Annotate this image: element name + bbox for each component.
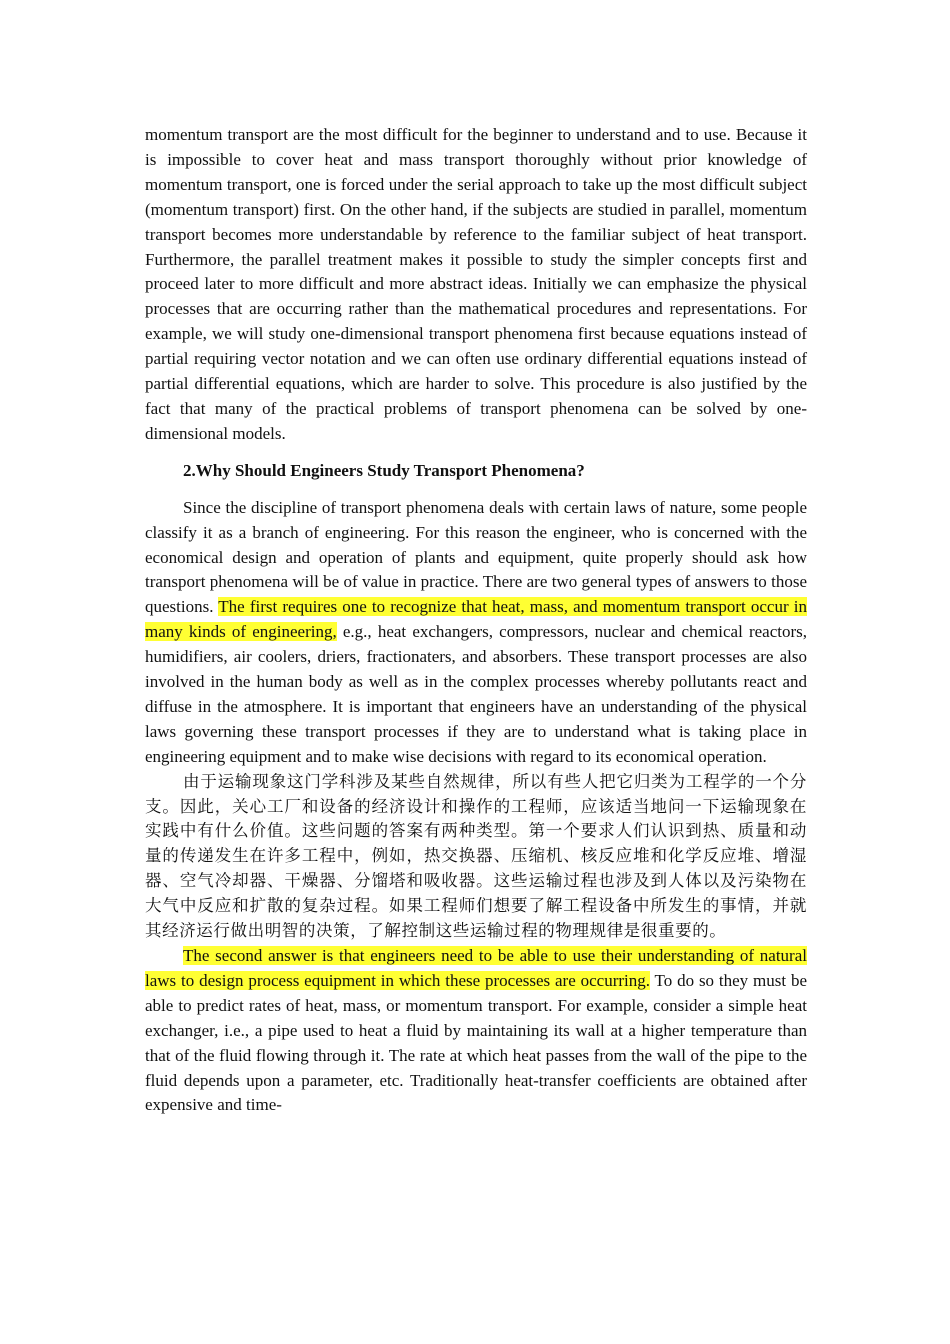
paragraph-why-engineers (145, 496, 807, 770)
chinese-translation-paragraph: 由于运输现象这门学科涉及某些自然规律，所以有些人把它归类为工程学的一个分支。因此，关心工厂和设备的经济设计和操作的工程师，应该适当地问一下运输现象在实践中有什么价值。这些问题的答案有两种类型。第一个要求人们认识到热、质量和动量的传递发生在许多工程中，例如，热交换器、压缩机、核反应堆和化学反应堆、增湿器、空气冷却器、干燥器、分馏塔和吸收器。这些运输过程也涉及到人体以及污染物在大气中反应和扩散的复杂过程。如果工程师们想要了解工程设备中所发生的事情，并就其经济运行做出明智的决策，了解控制这些运输过程的物理规律是很重要的。 (145, 771, 807, 941)
paragraph-text-after-second-highlight: To do so they must be able to predict rates of heat, mass, or momentum transport. For example, consider a simple heat exchanger, i.e., a pipe used to heat a fluid by maintaining its wall at a higher temperature than that of the fluid flowing through it. The rate at which heat passes from the wall of the pipe to the fluid depends upon a parameter, etc. Traditionally heat-transfer coefficients are obtained after expensive and time- (145, 970, 807, 1115)
paragraph-second-answer (145, 944, 807, 1118)
highlighted-first-answer: The first requires one to recognize that heat, mass, and momentum transport occur in many kinds of engineering, (145, 597, 807, 642)
paragraph-text-after-highlight: e.g., heat exchangers, compressors, nuclear and chemical reactors, humidifiers, air coolers, driers, fractionaters, and absorbers. These transport processes are also involved in the human body as well as in the complex processes whereby pollutants react and diffuse in the atmosphere. It is important that engineers have an understanding of the physical laws governing these transport processes if they are to understand what is taking place in engineering equipment and to make wise decisions with regard to its economical operation. (145, 622, 807, 766)
paragraph-serial-vs-parallel: momentum transport are the most difficult for the beginner to understand and to use. Because it is impossible to cover heat and mass transport thoroughly without prior knowledge of momentum transport, one is forced under the serial approach to take up the most difficult subject (momentum transport) first. On the other hand, if the subjects are studied in parallel, momentum transport becomes more understandable by reference to the familiar subject of heat transport. Furthermore, the parallel treatment makes it possible to study the simpler concepts first and proceed later to more difficult and more abstract ideas. Initially we can emphasize the physical processes that are occurring rather than the mathematical procedures and representations. For example, we will study one-dimensional transport phenomena first because equations instead of partial requiring vector notation and we can often use ordinary differential equations instead of partial differential equations, which are harder to solve. This procedure is also justified by the fact that many of the practical problems of transport phenomena can be solved by one-dimensional models. (145, 125, 807, 443)
document-page (145, 123, 807, 1118)
highlighted-second-answer: The second answer is that engineers need to be able to use their understanding of natural laws to design process equipment in which these processes are occurring. (145, 946, 807, 990)
paragraph-text-before-highlight: Since the discipline of transport phenomena deals with certain laws of nature, some people classify it as a branch of engineering. For this reason the engineer, who is concerned with the economical design and operation of plants and equipment, quite properly should ask how transport phenomena will be of value in practice. There are two general types of answers to those questions. (145, 497, 807, 617)
section-heading: 2.Why Should Engineers Study Transport Phenomena? (183, 460, 585, 480)
